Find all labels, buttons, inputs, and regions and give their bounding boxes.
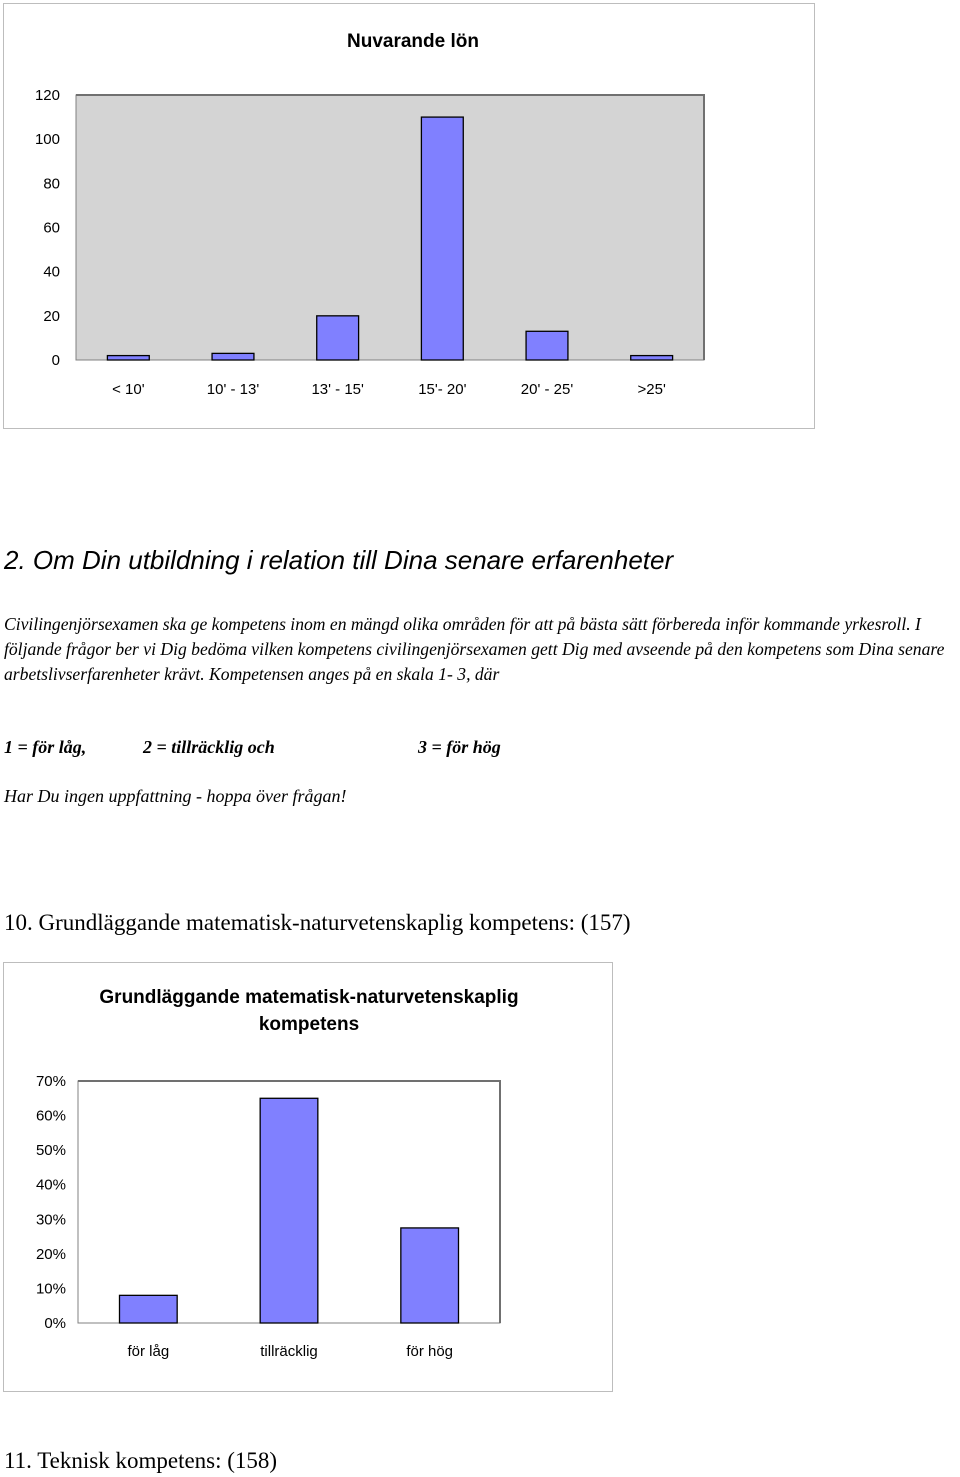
bar bbox=[631, 356, 673, 360]
bar bbox=[260, 1098, 318, 1323]
y-tick-label: 0 bbox=[51, 352, 60, 369]
bar bbox=[526, 331, 568, 360]
y-tick-label: 70% bbox=[35, 1073, 66, 1090]
section-intro: Civilingenjörsexamen ska ge kompetens inom en mängd olika områden för att på bästa sätt förbereda inför kommande yrkesroll. I följande frågor ber vi Dig bedöma vilken kompetens civilingenjörsexamen gett Dig med avseende på den kompetens som Dina senare arbetslivserfarenheter krävt. Kompetensen anges på en skala 1- 3, där bbox=[4, 614, 945, 684]
x-tick-label: tillräcklig bbox=[260, 1343, 318, 1360]
y-tick-label: 80 bbox=[43, 175, 60, 193]
x-tick-label: för låg bbox=[127, 1343, 170, 1360]
salary-chart bbox=[3, 3, 815, 429]
chart-title: Nuvarande lön bbox=[347, 31, 479, 52]
bar bbox=[317, 316, 359, 360]
section-heading: 2. Om Din utbildning i relation till Dina senare erfarenheter bbox=[4, 545, 674, 575]
x-tick-label: 15'- 20' bbox=[418, 381, 467, 398]
question-11: 11. Teknisk kompetens: (158) bbox=[4, 1448, 278, 1473]
chart-title-line-2: kompetens bbox=[258, 1014, 360, 1035]
y-tick-label: 20 bbox=[43, 307, 60, 325]
competence-chart-svg bbox=[4, 963, 614, 1393]
y-tick-label: 10% bbox=[35, 1280, 66, 1298]
plot-area bbox=[76, 95, 704, 360]
competence-chart bbox=[3, 962, 613, 1392]
scale-low: 1 = för låg, bbox=[4, 737, 87, 757]
y-tick-label: 40 bbox=[43, 263, 60, 281]
x-tick-label: < 10' bbox=[112, 381, 145, 398]
bar bbox=[119, 1295, 177, 1323]
y-tick-label: 0% bbox=[44, 1315, 66, 1332]
x-tick-label: 20' - 25' bbox=[520, 381, 574, 398]
x-tick-label: för hög bbox=[406, 1343, 454, 1360]
y-tick-label: 40% bbox=[35, 1176, 66, 1194]
bar bbox=[401, 1228, 459, 1323]
bar bbox=[212, 353, 254, 360]
bar bbox=[421, 117, 463, 360]
x-tick-label: 13' - 15' bbox=[311, 381, 364, 398]
y-tick-label: 50% bbox=[35, 1142, 66, 1160]
y-tick-label: 20% bbox=[35, 1245, 66, 1263]
chart-title-line-1: Grundläggande matematisk-naturvetenskaplig bbox=[99, 987, 519, 1008]
salary-chart-svg bbox=[4, 4, 816, 430]
y-tick-label: 100 bbox=[34, 131, 60, 149]
scale-high: 3 = för hög bbox=[418, 737, 501, 757]
scale-adequate: 2 = tillräcklig och bbox=[143, 737, 275, 757]
skip-hint: Har Du ingen uppfattning - hoppa över frågan! bbox=[4, 786, 347, 806]
y-tick-label: 30% bbox=[35, 1211, 66, 1229]
y-tick-label: 60% bbox=[35, 1107, 66, 1125]
x-tick-label: 10' - 13' bbox=[206, 381, 260, 398]
x-tick-label: >25' bbox=[637, 381, 666, 398]
bar bbox=[107, 356, 149, 360]
y-tick-label: 120 bbox=[34, 87, 60, 104]
question-10: 10. Grundläggande matematisk-naturvetenskaplig kompetens: (157) bbox=[4, 910, 631, 935]
y-tick-label: 60 bbox=[43, 219, 60, 237]
